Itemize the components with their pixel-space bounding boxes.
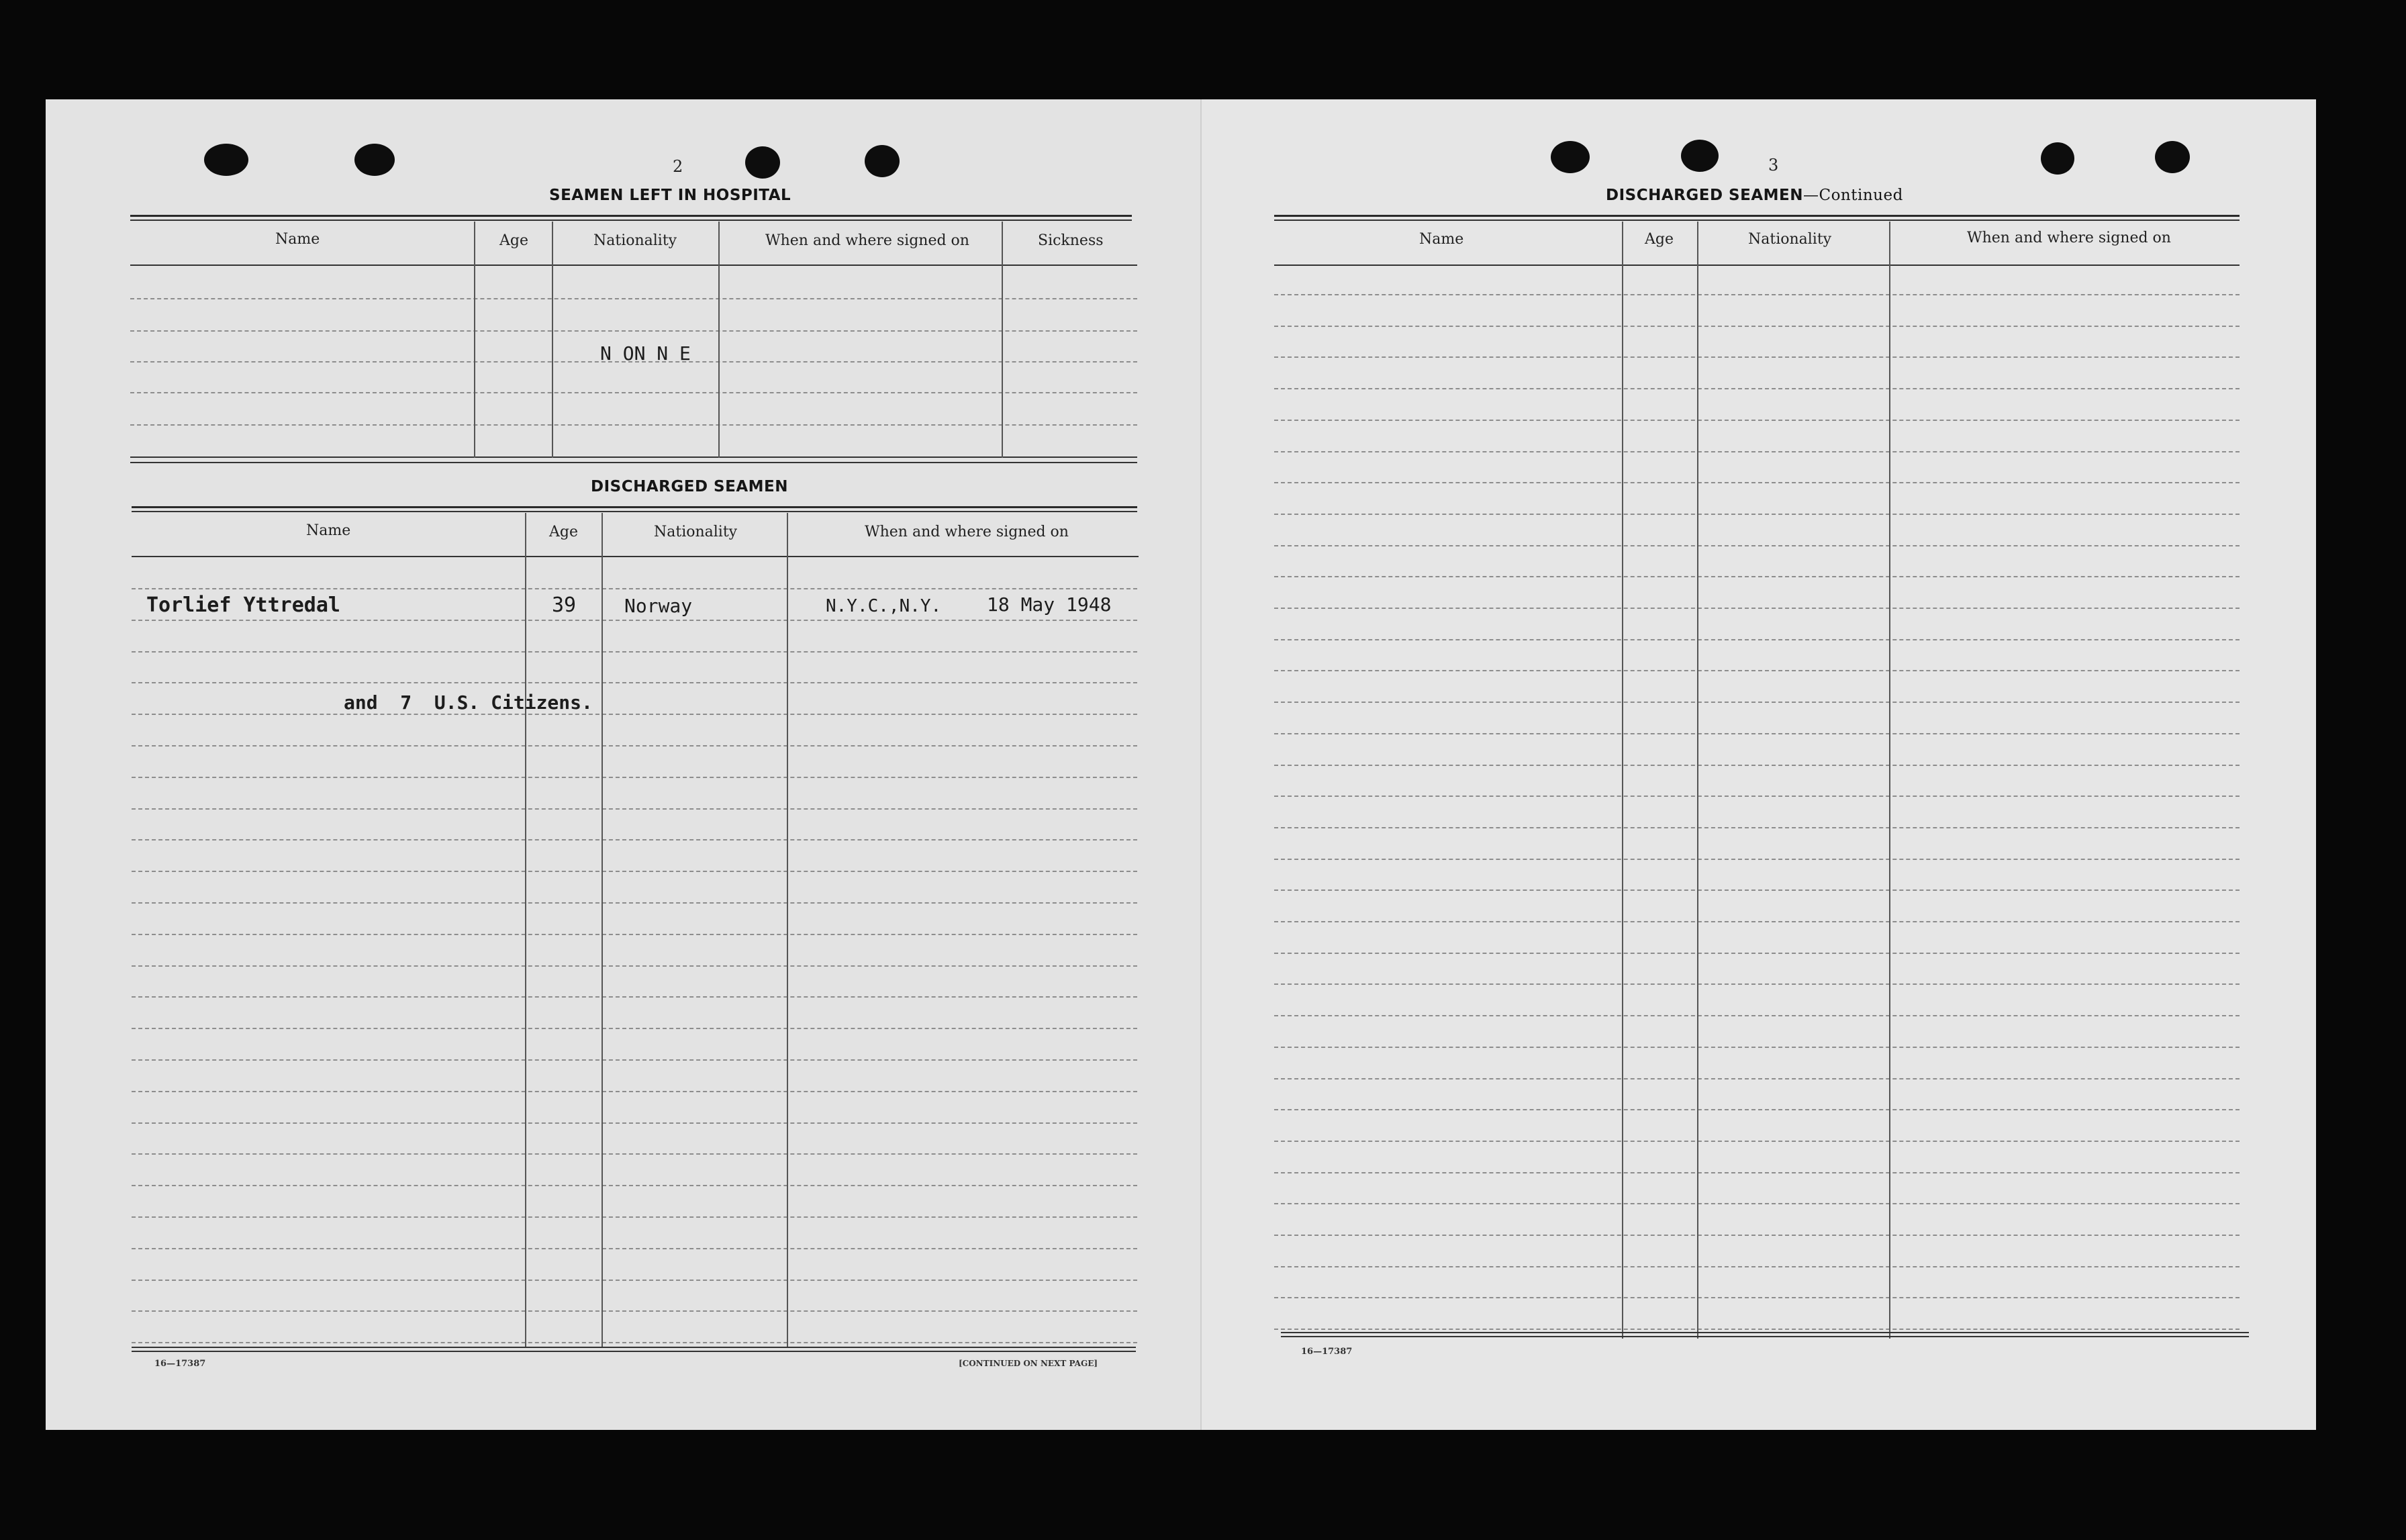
- page-number: 3: [1768, 156, 1779, 175]
- entry-line: [132, 934, 1137, 935]
- col-head-signed-on: When and where signed on: [765, 232, 969, 249]
- entry-line: [1274, 670, 2240, 671]
- entry-line: [1274, 294, 2240, 295]
- table-top-rule: [130, 220, 1132, 221]
- table-top-rule: [1274, 215, 2240, 217]
- citizens-note: and 7 U.S. Citizens.: [344, 691, 593, 714]
- hospital-entry: N ON N E: [600, 342, 691, 365]
- column-divider: [1889, 222, 1890, 1339]
- page-number: 2: [673, 157, 683, 176]
- punch-hole: [1551, 141, 1590, 173]
- form-number: 16—17387: [154, 1359, 206, 1369]
- table-top-rule: [1274, 220, 2240, 221]
- entry-line: [1274, 889, 2240, 891]
- col-head-nationality: Nationality: [593, 232, 677, 249]
- col-head-signed-on: When and where signed on: [1967, 230, 2171, 246]
- entry-line: [1274, 1235, 2240, 1236]
- header-divider: [1274, 264, 2240, 266]
- entry-line: [1274, 1329, 2240, 1330]
- entry-line: [1274, 1141, 2240, 1142]
- entry-line: [1274, 1015, 2240, 1016]
- column-divider: [552, 222, 553, 458]
- punch-hole: [2041, 142, 2074, 175]
- entry-line: [132, 1091, 1137, 1092]
- col-head-signed-on: When and where signed on: [865, 524, 1069, 540]
- entry-line: [1274, 1109, 2240, 1110]
- seaman-name: Torlief Yttredal: [146, 593, 340, 617]
- entry-line: [1274, 827, 2240, 828]
- entry-line: [132, 651, 1137, 653]
- entry-line: [132, 808, 1137, 810]
- column-divider: [787, 513, 788, 1348]
- entry-line: [130, 330, 1137, 332]
- entry-line: [130, 298, 1137, 299]
- signed-on-place: N.Y.C.,N.Y.: [826, 596, 942, 616]
- signed-on-date: 18 May 1948: [987, 593, 1112, 616]
- col-head-name: Name: [1419, 231, 1464, 248]
- entry-line: [132, 1185, 1137, 1186]
- col-head-age: Age: [549, 524, 578, 540]
- entry-line: [1274, 859, 2240, 860]
- entry-line: [132, 1280, 1137, 1281]
- entry-line: [132, 620, 1137, 621]
- punch-hole: [204, 144, 248, 176]
- entry-line: [132, 1028, 1137, 1029]
- entry-line: [1274, 639, 2240, 640]
- entry-line: [132, 777, 1137, 778]
- entry-line: [1274, 576, 2240, 577]
- entry-line: [1274, 451, 2240, 452]
- entry-line: [132, 745, 1137, 747]
- entry-line: [1274, 1297, 2240, 1298]
- entry-line: [132, 682, 1137, 683]
- entry-line: [132, 902, 1137, 904]
- discharged-section-title: DISCHARGED SEAMEN: [591, 478, 788, 495]
- table-top-rule: [130, 215, 1132, 217]
- entry-line: [1274, 733, 2240, 734]
- entry-line: [132, 996, 1137, 998]
- column-divider: [525, 513, 526, 1348]
- table-bottom-rule: [132, 1347, 1136, 1348]
- seaman-age: 39: [552, 593, 577, 617]
- entry-line: [1274, 1047, 2240, 1048]
- continued-note: [CONTINUED ON NEXT PAGE]: [959, 1359, 1098, 1368]
- entry-line: [1274, 482, 2240, 483]
- entry-line: [132, 1122, 1137, 1124]
- entry-line: [1274, 702, 2240, 703]
- entry-line: [1274, 608, 2240, 609]
- entry-line: [132, 1153, 1137, 1155]
- entry-line: [132, 1216, 1137, 1218]
- entry-line: [1274, 388, 2240, 389]
- col-head-sickness: Sickness: [1038, 232, 1104, 249]
- punch-hole: [1681, 140, 1719, 172]
- table-bottom-rule: [130, 462, 1137, 463]
- table-bottom-rule: [1281, 1336, 2249, 1337]
- entry-line: [130, 392, 1137, 393]
- entry-line: [132, 871, 1137, 872]
- col-head-nationality: Nationality: [654, 524, 738, 540]
- discharged-title-suffix: —Continued: [1802, 187, 1903, 204]
- entry-line: [132, 714, 1137, 715]
- punch-hole: [865, 145, 900, 177]
- column-divider: [1697, 222, 1698, 1339]
- seaman-nationality: Norway: [624, 595, 693, 617]
- column-divider: [474, 222, 475, 458]
- entry-line: [1274, 326, 2240, 327]
- col-head-age: Age: [499, 232, 528, 249]
- entry-line: [1274, 983, 2240, 985]
- table-top-rule: [132, 506, 1137, 508]
- table-bottom-rule: [1281, 1332, 2249, 1333]
- entry-line: [1274, 921, 2240, 922]
- table-top-rule: [132, 511, 1137, 512]
- entry-line: [1274, 1078, 2240, 1079]
- entry-line: [1274, 765, 2240, 766]
- column-divider: [1002, 222, 1003, 458]
- punch-hole: [745, 146, 780, 179]
- column-divider: [718, 222, 720, 458]
- col-head-name: Name: [275, 231, 320, 248]
- entry-line: [132, 965, 1137, 967]
- discharged-title-main: DISCHARGED SEAMEN: [1606, 187, 1803, 204]
- entry-line: [132, 1342, 1137, 1343]
- entry-line: [132, 839, 1137, 840]
- entry-line: [1274, 420, 2240, 421]
- punch-hole: [354, 144, 395, 176]
- col-head-nationality: Nationality: [1748, 231, 1832, 248]
- entry-line: [1274, 356, 2240, 358]
- entry-line: [1274, 1266, 2240, 1267]
- column-divider: [602, 513, 603, 1348]
- entry-line: [130, 424, 1137, 426]
- entry-line: [132, 1059, 1137, 1061]
- entry-line: [132, 588, 1137, 589]
- punch-hole: [2155, 141, 2190, 173]
- entry-line: [1274, 514, 2240, 515]
- table-bottom-rule: [132, 1351, 1136, 1352]
- col-head-age: Age: [1645, 231, 1674, 248]
- entry-line: [1274, 545, 2240, 546]
- table-bottom-rule: [130, 456, 1137, 458]
- entry-line: [132, 1310, 1137, 1312]
- col-head-name: Name: [306, 522, 351, 539]
- form-number: 16—17387: [1301, 1347, 1353, 1357]
- entry-line: [132, 1248, 1137, 1249]
- header-divider: [130, 264, 1137, 266]
- column-divider: [1622, 222, 1623, 1339]
- discharged-continued-title: [1606, 187, 1903, 204]
- entry-line: [1274, 953, 2240, 954]
- entry-line: [1274, 796, 2240, 797]
- header-divider: [132, 556, 1139, 557]
- entry-line: [1274, 1203, 2240, 1204]
- entry-line: [1274, 1172, 2240, 1173]
- hospital-section-title: SEAMEN LEFT IN HOSPITAL: [549, 187, 791, 204]
